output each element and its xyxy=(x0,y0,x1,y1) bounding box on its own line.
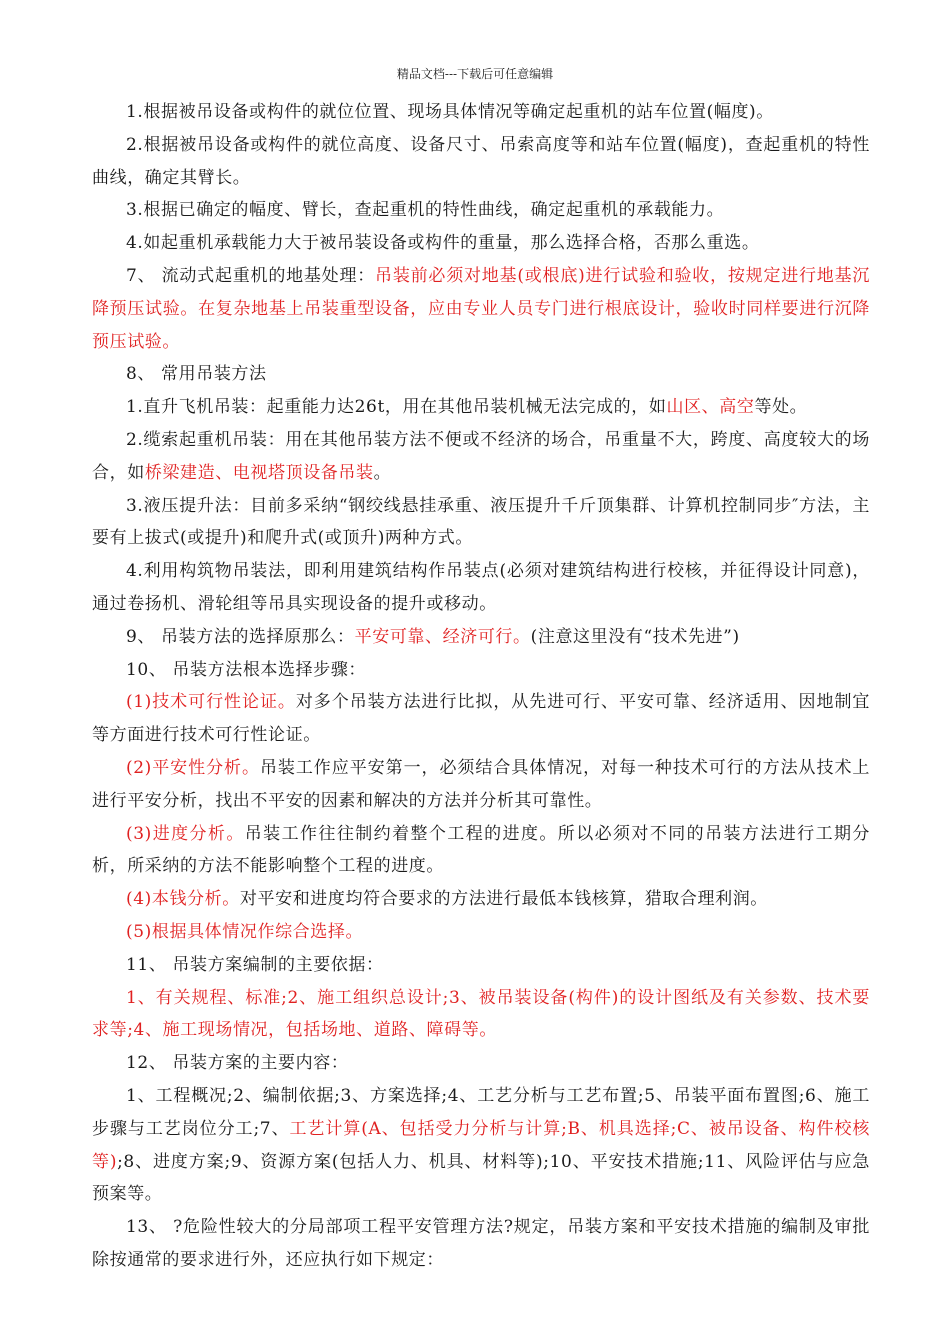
body-text: 10、 吊装方法根本选择步骤： xyxy=(126,659,367,680)
paragraph xyxy=(92,129,870,195)
body-text: 1.直升飞机吊装：起重能力达26t，用在其他吊装机械无法完成的，如 xyxy=(126,397,667,418)
highlighted-text: (4)本钱分析。 xyxy=(126,889,240,910)
paragraph xyxy=(92,752,870,818)
highlighted-text: 吊装前必须对地基(或根底)进行试验和验收，按规定进行地基沉降预压试验。在复杂地基上吊装重型设备，应由专业人员专门进行根底设计，验收时同样要进行沉降预压试验。 xyxy=(92,265,870,352)
paragraph xyxy=(92,194,870,227)
body-text: 对多个吊装方法进行比拟，从先进可行、平安可靠、经济适用、因地制宜等方面进行技术可行性论证。 xyxy=(92,692,870,746)
highlighted-text: (5)根据具体情况作综合选择。 xyxy=(126,921,364,942)
paragraph xyxy=(92,391,870,424)
body-text: 1、工程概况;2、编制依据;3、方案选择;4、工艺分析与工艺布置;5、吊装平面布置图;6、施工步骤与工艺岗位分工;7、 xyxy=(92,1085,870,1139)
body-text: 等处。 xyxy=(754,397,808,418)
body-text: (注意这里没有“技术先进”) xyxy=(530,626,740,647)
paragraph xyxy=(92,818,870,884)
body-text: 12、 吊装方案的主要内容： xyxy=(126,1053,349,1074)
body-text: 3.液压提升法：目前多采纳“钢绞线悬挂承重、液压提升千斤顶集群、计算机控制同步″方法，主要有上拔式(或提升)和爬升式(或顶升)两种方式。 xyxy=(92,495,870,549)
highlighted-text: (3)进度分析。 xyxy=(126,823,245,844)
highlighted-text: 桥梁建造、电视塔顶设备吊装 xyxy=(144,462,374,483)
highlighted-text: 1、有关规程、标准;2、施工组织总设计;3、被吊装设备(构件)的设计图纸及有关参数、技术要求等;4、施工现场情况，包括场地、道路、障碍等。 xyxy=(92,987,870,1041)
body-text: 对平安和进度均符合要求的方法进行最低本钱核算，猎取合理利润。 xyxy=(239,889,768,910)
highlighted-text: 工艺计算(A、包括受力分析与计算;B、机具选择;C、被吊设备、构件校核等) xyxy=(92,1118,870,1172)
body-text: 。 xyxy=(373,462,392,483)
highlighted-text: (2)平安性分析。 xyxy=(126,757,260,778)
paragraph xyxy=(92,1080,870,1211)
paragraph xyxy=(92,686,870,752)
body-text: 9、 吊装方法的选择原那么： xyxy=(126,626,355,647)
paragraph xyxy=(92,916,870,949)
body-text: 3.根据已确定的幅度、臂长，查起重机的特性曲线，确定起重机的承载能力。 xyxy=(126,200,725,221)
body-text: 13、 ?危险性较大的分局部项工程平安管理方法?规定，吊装方案和平安技术措施的编制及审批除按通常的要求进行外，还应执行如下规定： xyxy=(92,1217,870,1270)
paragraph xyxy=(92,260,870,358)
paragraph xyxy=(92,883,870,916)
body-text: 1.根据被吊设备或构件的就位位置、现场具体情况等确定起重机的站车位置(幅度)。 xyxy=(126,102,774,122)
body-text: 吊装工作往往制约着整个工程的进度。所以必须对不同的吊装方法进行工期分析，所采纳的方法不能影响整个工程的进度。 xyxy=(92,823,870,877)
body-text: 7、 流动式起重机的地基处理： xyxy=(126,265,376,286)
paragraph xyxy=(92,227,870,260)
paragraph xyxy=(92,1211,870,1277)
paragraph xyxy=(92,96,870,129)
body-text: 8、 常用吊装方法 xyxy=(126,364,267,385)
body-text: 4.利用构筑物吊装法，即利用建筑结构作吊装点(必须对建筑结构进行校核，并征得设计同意)，通过卷扬机、滑轮组等吊具实现设备的提升或移动。 xyxy=(92,561,870,614)
body-text: 4.如起重机承载能力大于被吊装设备或构件的重量，那么选择合格，否那么重选。 xyxy=(126,233,760,254)
paragraph xyxy=(92,949,870,982)
paragraph xyxy=(92,555,870,621)
highlighted-text: 山区、高空 xyxy=(666,397,755,418)
paragraph xyxy=(92,982,870,1048)
paragraph xyxy=(92,654,870,687)
paragraph xyxy=(92,621,870,654)
body-text: 2.缆索起重机吊装：用在其他吊装方法不便或不经济的场合，吊重量不大，跨度、高度较大的场合，如 xyxy=(92,429,870,483)
body-text: 11、 吊装方案编制的主要依据： xyxy=(126,954,384,975)
highlighted-text: (1)技术可行性论证。 xyxy=(126,692,296,713)
paragraph xyxy=(92,424,870,490)
highlighted-text: 平安可靠、经济可行。 xyxy=(354,626,531,647)
paragraph xyxy=(92,358,870,391)
paragraph xyxy=(92,1047,870,1080)
body-text: 2.根据被吊设备或构件的就位高度、设备尺寸、吊索高度等和站车位置(幅度)，查起重机的特性曲线，确定其臂长。 xyxy=(92,134,870,188)
page-header: 精品文档---下载后可任意编辑 xyxy=(396,67,554,81)
body-text: 吊装工作应平安第一，必须结合具体情况，对每一种技术可行的方法从技术上进行平安分析，找出不平安的因素和解决的方法并分析其可靠性。 xyxy=(92,757,870,811)
paragraph xyxy=(92,490,870,556)
body-text: ;8、进度方案;9、资源方案(包括人力、机具、材料等);10、平安技术措施;11、风险评估与应急预案等。 xyxy=(92,1151,870,1205)
document-body xyxy=(92,96,870,1277)
